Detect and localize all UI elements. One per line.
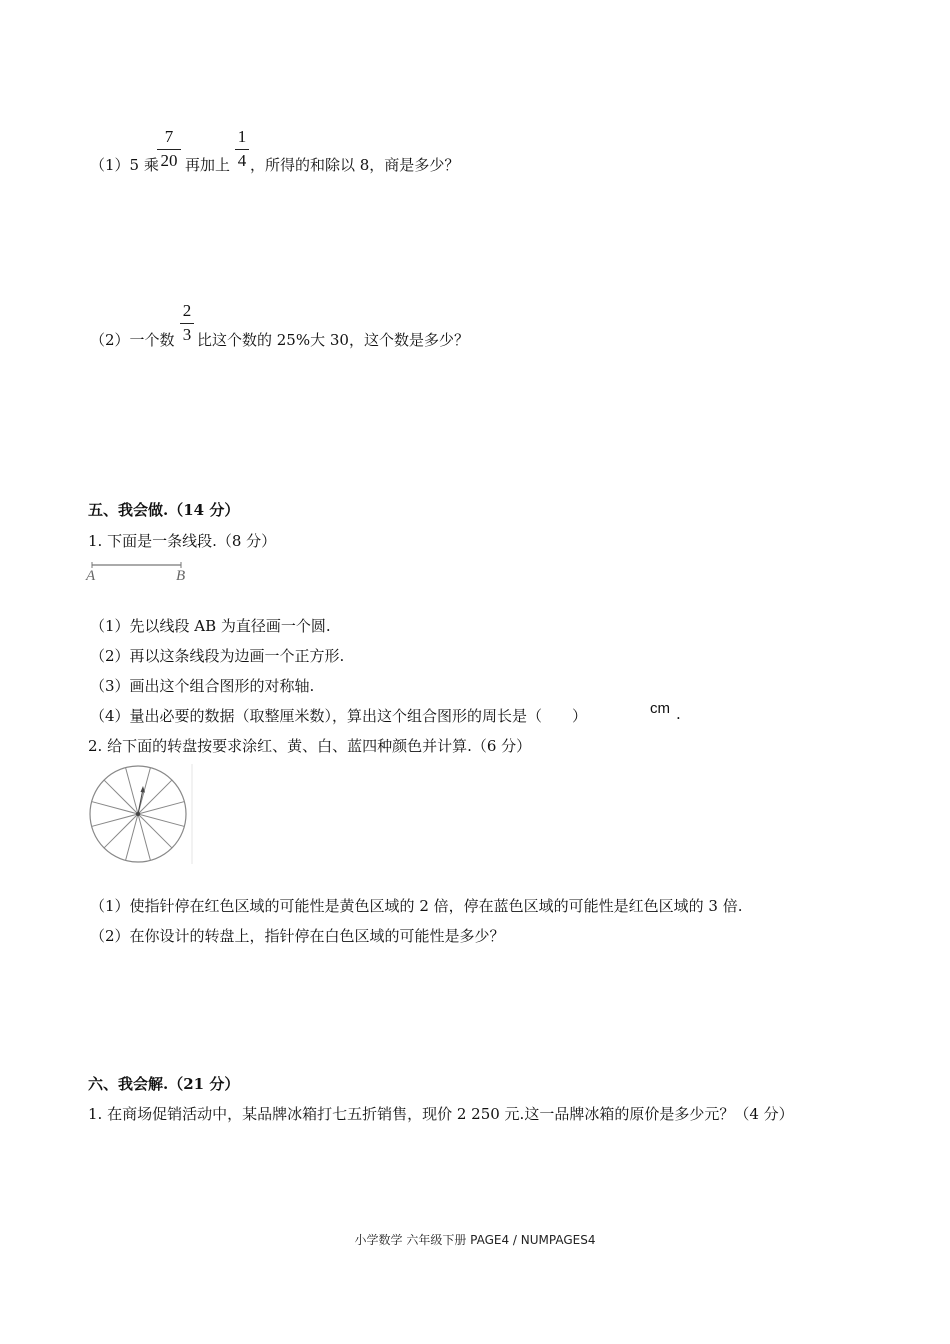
q-prefix: （1）5 乘	[90, 156, 159, 174]
fraction-bar	[235, 149, 249, 150]
wheel-spoke	[138, 814, 184, 826]
wheel-spoke	[138, 814, 172, 848]
list-item: （2）再以这条线段为边画一个正方形.	[90, 647, 345, 665]
wheel-spoke	[104, 814, 138, 848]
q-suffix-text: ，所得的和除以 8，商是多少？	[250, 156, 460, 174]
end-dot: .	[676, 705, 681, 723]
section-5-title: 五、我会做.（14 分）	[88, 501, 240, 519]
wheel-spoke	[138, 802, 184, 814]
wheel-spoke	[138, 814, 150, 860]
wheel-spoke	[126, 814, 138, 860]
section-6-title: 六、我会解.（21 分）	[88, 1075, 240, 1093]
spinner-wheel	[86, 762, 196, 866]
list-item: （1）先以线段 AB 为直径画一个圆.	[90, 617, 331, 635]
wheel-spoke	[92, 802, 138, 814]
fraction-denominator: 3	[182, 325, 192, 344]
list-item: （1）使指针停在红色区域的可能性是黄色区域的 2 倍，停在蓝色区域的可能性是红色区域的 3 倍.	[90, 897, 743, 915]
wheel-spoke	[92, 814, 138, 826]
fraction-numerator: 2	[182, 301, 192, 320]
list-item: （2）在你设计的转盘上，指针停在白色区域的可能性是多少？	[90, 927, 505, 945]
list-item: （4）量出必要的数据（取整厘米数），算出这个组合图形的周长是（ ）	[90, 707, 588, 725]
label-a: A	[86, 568, 96, 584]
fraction-denominator: 4	[237, 151, 247, 170]
page-footer: 小学数学 六年级下册 PAGE4 / NUMPAGES4	[354, 1233, 596, 1247]
q-middle-text: 再加上	[185, 156, 231, 174]
wheel-spoke	[104, 780, 138, 814]
fraction-2-3	[180, 302, 194, 344]
fraction-bar	[180, 323, 194, 324]
fraction-denominator: 20	[160, 151, 178, 170]
fraction-numerator: 7	[164, 127, 174, 146]
label-b: B	[176, 568, 186, 584]
unit-cm: cm	[650, 700, 670, 717]
question-5-2-title: 2. 给下面的转盘按要求涂红、黄、白、蓝四种颜色并计算.（6 分）	[88, 737, 532, 755]
fraction-bar	[157, 149, 181, 150]
q-suffix-text: 比这个数的 25%大 30，这个数是多少？	[197, 331, 469, 349]
question-4-1	[90, 154, 159, 175]
wheel-center	[136, 812, 140, 816]
fraction-7-20	[157, 128, 181, 170]
list-item: （3）画出这个组合图形的对称轴.	[90, 677, 315, 695]
fraction-1-4	[235, 128, 249, 170]
question-4-2: （2）一个数	[90, 331, 175, 349]
question-6-1: 1. 在商场促销活动中，某品牌冰箱打七五折销售，现价 2 250 元.这一品牌冰箱的原价是多少元？（4 分）	[88, 1105, 794, 1123]
question-5-1-title: 1. 下面是一条线段.（8 分）	[88, 532, 277, 550]
wheel-spoke	[138, 780, 172, 814]
fraction-numerator: 1	[237, 127, 247, 146]
wheel-spoke	[126, 768, 138, 814]
